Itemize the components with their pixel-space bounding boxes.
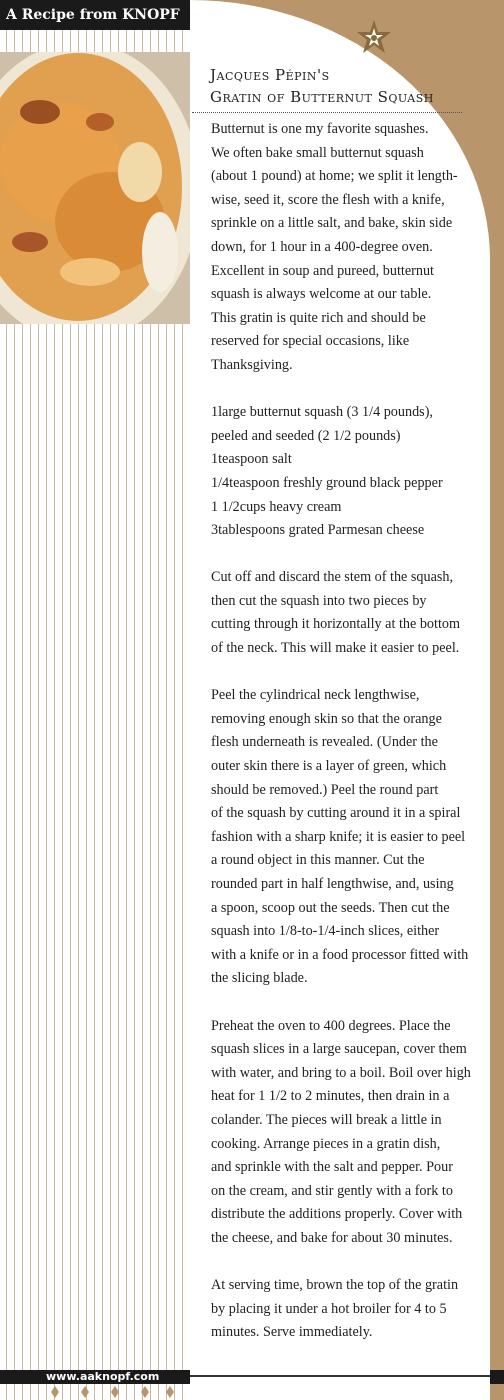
- text-line: Excellent in soup and pureed, butternut: [211, 262, 434, 279]
- text-line: Preheat the oven to 400 degrees. Place the: [211, 1017, 451, 1034]
- publisher-tab: A Recipe from KNOPF: [0, 0, 190, 30]
- text-line: flesh underneath is revealed. (Under the: [211, 734, 438, 751]
- text-line: outer skin there is a layer of green, which: [211, 758, 447, 775]
- step-1: [211, 566, 496, 660]
- text-line: cutting through it horizontally at the bottom: [211, 616, 461, 633]
- text-line: down, for 1 hour in a 400-degree oven.: [211, 238, 433, 255]
- text-line: with a knife or in a food processor fitted with: [211, 946, 469, 963]
- text-line: Thanksgiving.: [211, 356, 293, 373]
- recipe-body: [211, 118, 496, 1345]
- footer-end-block: [490, 1370, 504, 1384]
- intro-paragraph: [211, 118, 496, 378]
- text-line: reserved for special occasions, like: [211, 333, 410, 350]
- text-line: minutes. Serve immediately.: [211, 1324, 373, 1341]
- text-line: (about 1 pound) at home; we split it length-: [211, 168, 458, 185]
- text-line: the cheese, and bake for about 30 minutes.: [211, 1229, 453, 1246]
- ingredient-line: 1 1/2cups heavy cream: [211, 498, 342, 515]
- ingredient-line: peeled and seeded (2 1/2 pounds): [211, 427, 401, 444]
- footer-rule: [190, 1375, 490, 1377]
- text-line: Peel the cylindrical neck lengthwise,: [211, 687, 420, 704]
- text-line: This gratin is quite rich and should be: [211, 309, 426, 326]
- text-line: cooking. Arrange pieces in a gratin dish,: [211, 1135, 441, 1152]
- title-line-1: Jacques Pépin's: [210, 66, 330, 84]
- text-line: should be removed.) Peel the round part: [211, 781, 439, 798]
- text-line: by placing it under a hot broiler for 4 to 5: [211, 1300, 447, 1317]
- ornament-icon: [40, 1384, 180, 1400]
- text-line: the slicing blade.: [211, 970, 308, 987]
- step-2: [211, 684, 496, 991]
- title-line-2: Gratin of Butternut Squash: [210, 88, 434, 106]
- text-line: fashion with a sharp knife; it is easier to peel: [211, 828, 466, 845]
- text-line: with water, and bring to a boil. Boil over high: [211, 1064, 471, 1081]
- recipe-title: [210, 64, 480, 108]
- text-line: Cut off and discard the stem of the squash,: [211, 569, 454, 586]
- text-line: a round object in this manner. Cut the: [211, 852, 425, 869]
- publisher-star-icon: [354, 18, 394, 58]
- text-line: squash into 1/8-to-1/4-inch slices, either: [211, 923, 440, 940]
- ingredient-line: 1large butternut squash (3 1/4 pounds),: [211, 404, 433, 421]
- text-line: heat for 1 1/2 to 2 minutes, then drain in a: [211, 1088, 450, 1105]
- text-line: rounded part in half lengthwise, and, using: [211, 876, 454, 892]
- step-4: [211, 1274, 496, 1345]
- text-line: sprinkle on a little salt, and bake, skin side: [211, 215, 453, 232]
- footer: [0, 1370, 504, 1384]
- step-3: [211, 1015, 496, 1251]
- title-divider: [192, 112, 462, 113]
- website-link[interactable]: www.aaknopf.com: [0, 1370, 190, 1384]
- gratin-photo: [0, 52, 190, 324]
- text-line: removing enough skin so that the orange: [211, 710, 442, 727]
- text-line: colander. The pieces will break a little in: [211, 1111, 442, 1128]
- text-line: on the cream, and stir gently with a fork to: [211, 1182, 453, 1199]
- text-line: a spoon, scoop out the seeds. Then cut the: [211, 899, 450, 916]
- text-line: squash is always welcome at our table.: [211, 286, 432, 303]
- ingredient-line: 3tablespoons grated Parmesan cheese: [211, 522, 425, 539]
- text-line: squash slices in a large saucepan, cover them: [211, 1041, 467, 1058]
- text-line: and sprinkle with the salt and pepper. Pour: [211, 1159, 453, 1176]
- ingredients-list: [211, 401, 496, 543]
- text-line: At serving time, brown the top of the gratin: [211, 1277, 459, 1294]
- text-line: of the squash by cutting around it in a spiral: [211, 805, 461, 822]
- text-line: of the neck. This will make it easier to peel.: [211, 640, 460, 657]
- ingredient-line: 1/4teaspoon freshly ground black pepper: [211, 474, 443, 491]
- text-line: We often bake small butternut squash: [211, 144, 424, 161]
- ingredient-line: 1teaspoon salt: [211, 451, 292, 468]
- text-line: then cut the squash into two pieces by: [211, 592, 427, 609]
- text-line: distribute the additions properly. Cover with: [211, 1206, 463, 1223]
- text-line: Butternut is one my favorite squashes.: [211, 121, 429, 137]
- text-line: wise, seed it, score the flesh with a knife,: [211, 191, 445, 208]
